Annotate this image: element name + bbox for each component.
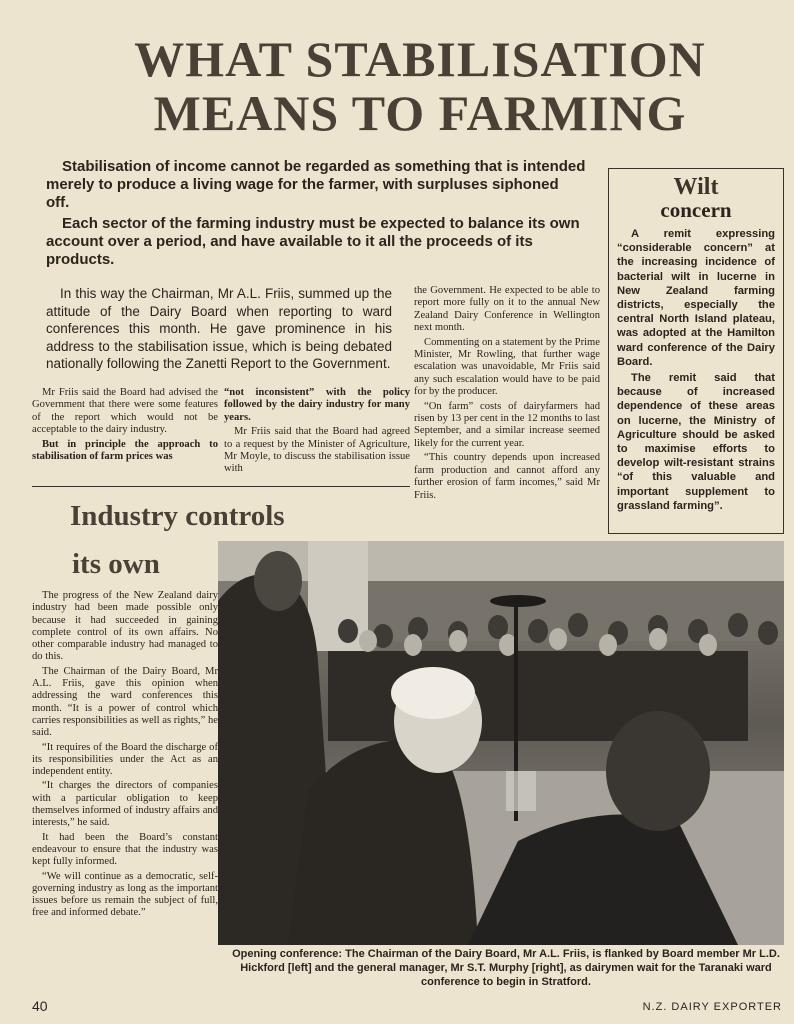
sidebar-paragraph-2: The remit said that because of increased dependence of these areas on lucerne, the Ministry of Agriculture should be asked to maximise efforts to develop wilt-resistant strains “of this valuable and important supplement to grassland farming”. [617, 372, 775, 512]
industry-paragraph-6: “We will continue as a democratic, self-governing industry as long as the important issues before us remain the subject of full, free and informed debate.” [32, 870, 218, 919]
article-column-c [414, 285, 600, 504]
publication-footer: N.Z. DAIRY EXPORTER [642, 1001, 782, 1013]
headline-line-1: WHAT STABILISATION [134, 31, 706, 87]
column-c-paragraph-2: Commenting on a statement by the Prime Minister, Mr Rowling, that further wage escalation was unavoidable, Mr Friis said any such escalation would have to be paid for by the producer. [414, 336, 600, 398]
lead-paragraph: In this way the Chairman, Mr A.L. Friis, summed up the attitude of the Dairy Board when reporting to ward conferences this month. He gave prominence in his address to the stabilisation issue, which is being debated nationally following the Zanetti Report to the Government. [46, 286, 392, 371]
industry-article [32, 590, 218, 922]
column-b-paragraph-2: Mr Friis said that the Board had agreed to a request by the Minister of Agriculture, Mr Moyle, to discuss the stabilisation issue with [224, 426, 410, 475]
column-c-paragraph-1: the Government. He expected to be able to report more fully on it to the annual New Zealand Dairy Conference in Wellington next month. [414, 285, 600, 334]
photo-caption: Opening conference: The Chairman of the Dairy Board, Mr A.L. Friis, is flanked by Board member Mr L.D. Hickford [left] and the general manager, Mr S.T. Murphy [right], as dairymen wait for the Taranaki ward conference to begin in Stratford. [232, 948, 780, 988]
intro-paragraph-2: Each sector of the farming industry must be expected to balance its own account over a period, and have available to it all the proceeds of its products. [46, 215, 580, 268]
conference-photo-illustration [218, 541, 784, 945]
sidebar-paragraph-1: A remit expressing “considerable concern” at the increasing incidence of bacterial wilt in lucerne in New Zealand farming districts, especially the central North Island plateau, was adopted at the Hamilton ward conference of the Dairy Board. [617, 228, 775, 368]
column-c-paragraph-3: “On farm” costs of dairyfarmers had risen by 13 per cent in the 12 months to last September, and a similar increase seemed likely for the current year. [414, 400, 600, 449]
page-number: 40 [32, 998, 48, 1014]
sidebar-title-1: Wilt [673, 174, 719, 200]
industry-paragraph-2: The Chairman of the Dairy Board, Mr A.L. Friis, gave this opinion when addressing the ward conferences this month. “It is a power of control which carries responsibilities as well as rights,” he said. [32, 665, 218, 739]
article-column-b [224, 387, 410, 478]
industry-headline-1: Industry controls [70, 500, 285, 532]
industry-paragraph-1: The progress of the New Zealand dairy industry had been made possible only because it had succeeded in gaining complete control of its own affairs. No other comparable industry had managed to do this. [32, 590, 218, 663]
wilt-concern-box [608, 168, 784, 534]
sidebar-title-2: concern [660, 198, 732, 222]
article-column-a [32, 387, 218, 465]
section-divider [32, 486, 410, 487]
headline-line-2: MEANS TO FARMING [153, 85, 687, 141]
industry-paragraph-3: “It requires of the Board the discharge of its responsibilities under the Act as an independent entity. [32, 741, 218, 778]
column-a-paragraph-2: But in principle the approach to stabilisation of farm prices was [32, 438, 218, 463]
column-b-paragraph-1: “not inconsistent” with the policy followed by the dairy industry for many years. [224, 387, 410, 423]
column-a-paragraph-1: Mr Friis said the Board had advised the Government that there were some features of the report which would not be acceptable to the dairy industry. [32, 387, 218, 436]
intro-paragraph-1: Stabilisation of income cannot be regarded as something that is intended merely to produce a living wage for the farmer, with surpluses siphoned off. [46, 158, 586, 211]
industry-paragraph-4: “It charges the directors of companies with a particular obligation to keep themselves informed of industry affairs and interests,” he said. [32, 780, 218, 829]
column-c-paragraph-4: “This country depends upon increased farm production and cannot afford any further erosion of farm incomes,” said Mr Friis. [414, 452, 600, 501]
industry-paragraph-5: It had been the Board’s constant endeavour to ensure that the industry was kept fully informed. [32, 831, 218, 868]
conference-photo [218, 541, 784, 945]
headline [60, 32, 780, 140]
industry-headline-2: its own [72, 548, 160, 580]
